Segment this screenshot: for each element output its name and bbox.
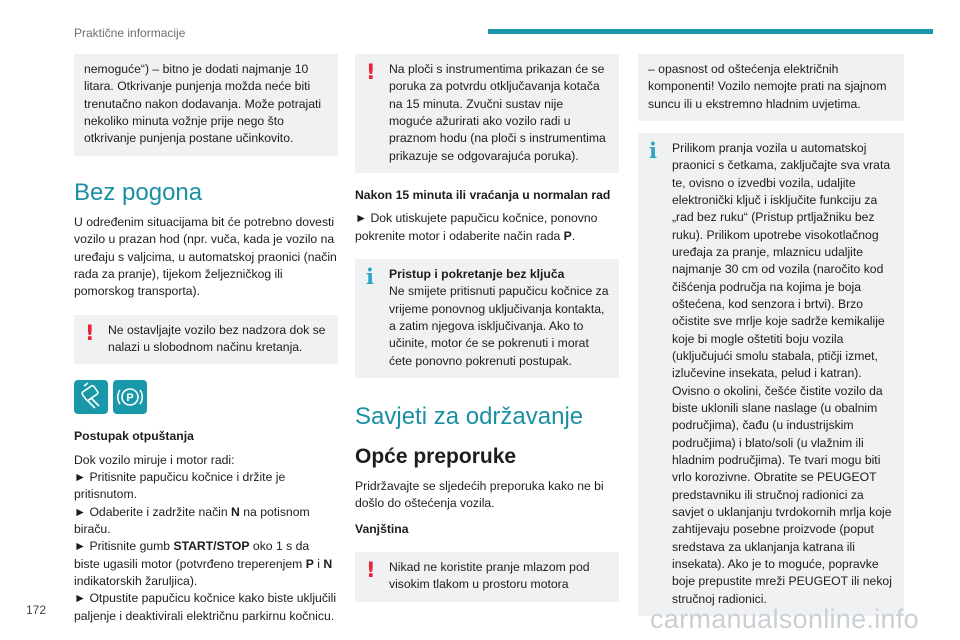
info-box-washing [638,133,904,616]
exclamation-icon: ! [366,558,376,583]
info-icon: i [649,137,657,163]
alert-box-pressure-wash [355,552,619,602]
procedure-intro: Dok vozilo miruje i motor radi: [74,452,235,467]
watermark: carmanualsonline.info [650,604,919,634]
continuation-warning-box [638,54,904,121]
section-title-savjeti: Savjeti za održavanje [355,402,584,430]
freewheel-intro: U određenim situacijama bit će potrebno dovesti vozilo u prazan hod (npr. vuča, kada je vozilo na uređaju s valjcima, u automatskoj praonici (način rada za pranje), tijekom željezničkog ili pomorskog transporta). [74,215,337,299]
procedure-step-4: ► Otpustite papučicu kočnice kako biste uključili paljenje i deaktivirali električnu parkirnu kočnicu. [74,591,337,623]
section-title-bez-pogona: Bez pogona [74,178,203,206]
svg-text:P: P [126,392,134,405]
alert-box-unattended [74,315,338,365]
info-washing-text: Prilikom pranja vozila u automatskoj praonici s četkama, zaključajte sva vrata te, ovisno o izvedbi vozila, udaljite elektronički ključ i isključite funkciju za „rad bez ruku“ (Pristup prtljažniku bez ruku). Prilikom upotrebe visokotlačnog uređaja za pranje, mlaznicu udaljite najmanje 30 cm od vozila (naročito kod čišćenja područja na kojima je boja oštećena, kod senzora i brtvi). Brzo očistite sve mrlje koje sadrže kemikalije koje bi mogle oštetiti boju vozila (uključujući smolu stabala, ptičji izmet, izlučevine insekata, pelud i katran). Ovisno o okolini, češće čistite vozilo da biste uklonili slane naslage (u obalnim područjima), čađu (u industrijskim područjima) i blato/soli (u vlažnim ili hladnim područjima). Te tvari mogu biti vrlo korozivne. Obratite se PEUGEOT predstavniku ili stručnoj radionici za savjet o uklanjanju tvrdokornih mrlja koje zahtijevaju posebne proizvode (poput sredstava za uklanjanja katrana ili insekata). Ako je to moguće, popravke boje prepustite mreži PEUGEOT ili nekoj stručnoj radionici. [672,140,892,606]
continuation-note-text: nemoguće“) – bitno je dodati najmanje 10 litara. Otkrivanje punjenja možda neće biti trenutačno nakon dodavanja. Može potrajati nekoliko minuta vožnje prije nego što otkrivanje punjenja postane učinkovito. [84,62,322,146]
info-keyless-title: Pristup i pokretanje bez ključa [389,266,565,281]
exclamation-icon: ! [85,320,95,345]
procedure-title: Postupak otpuštanja [74,429,194,444]
alert-pressure-wash-text: Nikad ne koristite pranje mlazom pod visokim tlakom u prostoru motora [389,560,590,592]
page-number: 172 [26,603,47,617]
after-15-min-step: ► Dok utiskujete papučicu kočnice, ponovno pokrenite motor i odaberite način rada P. [355,211,598,243]
maintenance-intro: Pridržavajte se sljedećih preporuka kako ne bi došlo do oštećenja vozila. [355,479,604,511]
exclamation-icon: ! [366,60,376,84]
continuation-note-box [74,54,338,156]
procedure-step-3: ► Pritisnite gumb START/STOP oko 1 s da biste ugasili motor (potvrđeno treperenjem P i N indikatorskih žaruljica). [74,539,333,588]
parking-brake-icon [113,380,147,414]
procedure-step-1: ► Pritisnite papučicu kočnice i držite je pritisnutom. [74,469,286,502]
info-keyless-body: Ne smijete pritisnuti papučicu kočnice za vrijeme ponovnog uključivanja kontakta, a zatim njegova isključivanja. Ako to učinite, motor će se pokrenuti i morat ćete ponovno pokrenuti postupak. [389,284,609,368]
alert-unattended-text: Ne ostavljajte vozilo bez nadzora dok se nalazi u slobodnom načinu kretanja. [108,322,326,354]
gear-selector-icon [74,380,108,414]
exterior-title: Vanjština [355,521,409,536]
alert-box-message [355,54,619,173]
feature-icons-row [74,380,338,414]
column-1 [74,54,338,631]
subsection-title-opce: Opće preporuke [355,445,517,469]
info-box-keyless [355,259,619,378]
info-icon: i [366,263,374,289]
column-3 [638,54,904,616]
header-section-label: Praktične informacije [74,26,186,40]
alert-message-text: Na ploči s instrumentima prikazan će se poruka za potvrdu otključavanja kotača na 15 minuta. Zvučni sustav nije moguće ažurirati ako vozilo radi u praznom hodu (na ploči s instrumentima prikazuje se odgovarajuća poruka). [389,62,606,163]
procedure-step-2: ► Odaberite i zadržite način N na potisnom biraču. [74,504,310,536]
continuation-warning-text: – opasnost od oštećenja električnih komponenti! Vozilo nemojte prati na sjajnom suncu ili u ekstremno hladnim uvjetima. [648,62,887,111]
after-15-min-title: Nakon 15 minuta ili vraćanja u normalan rad [355,187,611,202]
column-2 [355,54,619,602]
header-accent-bar [488,29,933,34]
